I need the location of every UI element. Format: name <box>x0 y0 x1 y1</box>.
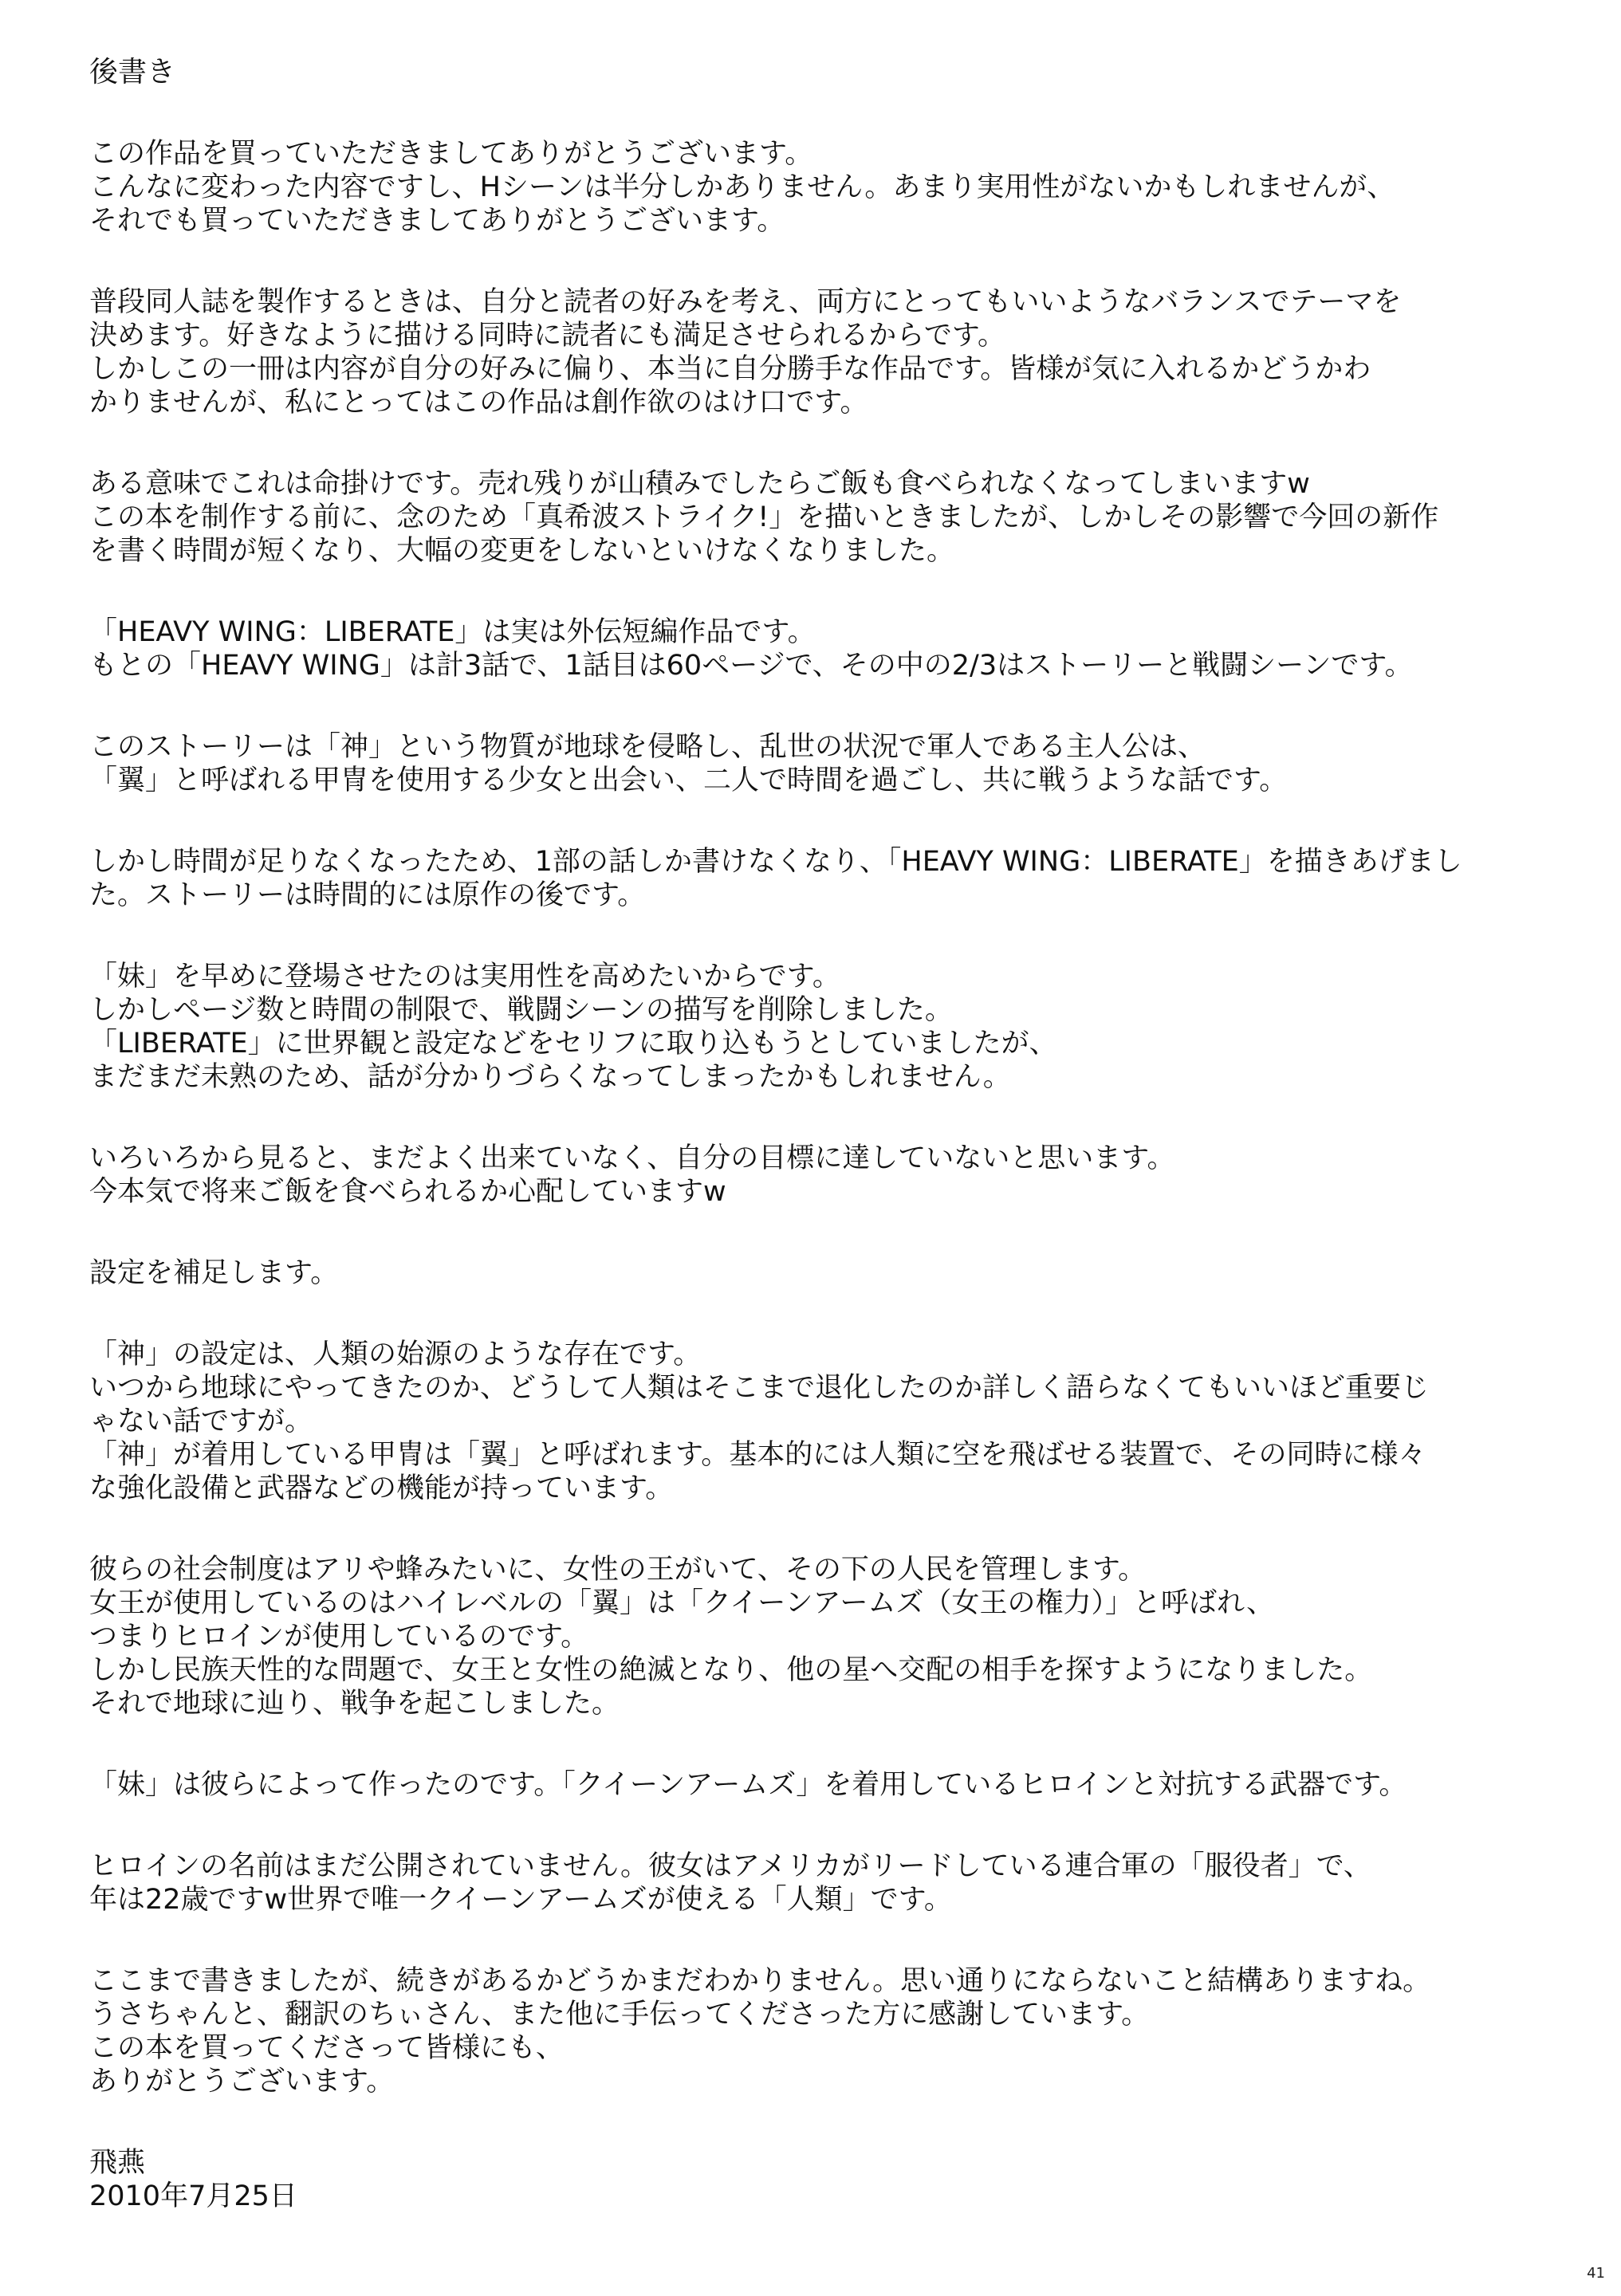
text-line: 普段同人誌を製作するときは、自分と読者の好みを考え、両方にとってもいいようなバランスでテーマを <box>89 286 1402 318</box>
text-line: うさちゃんと、翻訳のちぃさん、また他に手伝ってくださった方に感謝しています。 <box>89 1999 1150 2031</box>
signature <box>89 2146 1572 2213</box>
text-line: 設定を補足します。 <box>89 1257 339 1289</box>
text-line: ある意味でこれは命掛けです。売れ残りが山積みでしたらご飯も食べられなくなってしまいますw <box>89 468 1310 500</box>
text-line: を書く時間が短くなり、大幅の変更をしないといけなくなりました。 <box>89 535 955 567</box>
afterword-text <box>89 56 1572 2213</box>
text-line: 「LIBERATE」に世界観と設定などをセリフに取り込もうとしていましたが、 <box>89 1028 1057 1060</box>
text-line: た。ストーリーは時間的には原作の後です。 <box>89 879 646 911</box>
paragraph <box>89 1850 1572 1917</box>
text-line: 「妹」を早めに登場させたのは実用性を高めたいからです。 <box>89 961 840 993</box>
text-line: 決めます。好きなように描ける同時に読者にも満足させられるからです。 <box>89 320 1006 352</box>
text-line: ここまで書きましたが、続きがあるかどうかまだわかりません。思い通りにならないこと結構ありますね。 <box>89 1965 1431 1997</box>
text-line: しかし時間が足りなくなったため、1部の話しか書けなくなり、「HEAVY WING：LIBERATE」を描きあげまし <box>89 846 1462 878</box>
text-line: 「神」の設定は、人類の始源のような存在です。 <box>89 1339 702 1370</box>
text-line: いつから地球にやってきたのか、どうして人類はそこまで退化したのか詳しく語らなくてもいいほど重要じ <box>89 1372 1430 1404</box>
paragraph-gap <box>89 1505 1572 1553</box>
paragraph-gap <box>89 682 1572 730</box>
paragraph <box>89 1964 1572 2098</box>
paragraph-gap <box>89 2098 1572 2146</box>
text-line: ヒロインの名前はまだ公開されていません。彼女はアメリカがリードしている連合軍の「服役者」で、 <box>89 1850 1371 1882</box>
text-line: 今本気で将来ご飯を食べられるか心配していますw <box>89 1176 726 1208</box>
paragraph <box>89 615 1572 682</box>
paragraph-gap <box>89 912 1572 960</box>
text-line: ありがとうございます。 <box>89 2066 395 2097</box>
paragraph-gap <box>89 1290 1572 1338</box>
paragraph <box>89 1256 1572 1290</box>
text-line: 彼らの社会制度はアリや蜂みたいに、女性の王がいて、その下の人民を管理します。 <box>89 1554 1147 1586</box>
text-line: もとの「HEAVY WING」は計3話で、1話目は60ページで、その中の2/3はストーリーと戦闘シーンです。 <box>89 650 1413 682</box>
text-line: いろいろから見ると、まだよく出来ていなく、自分の目標に達していないと思います。 <box>89 1142 1175 1174</box>
text-line: しかしページ数と時間の制限で、戦闘シーンの描写を削除しました。 <box>89 994 953 1026</box>
text-line: まだまだ未熟のため、話が分かりづらくなってしまったかもしれません。 <box>89 1061 1011 1093</box>
paragraph-gap <box>89 568 1572 615</box>
paragraph-gap <box>89 419 1572 467</box>
text-line: 「HEAVY WING：LIBERATE」は実は外伝短編作品です。 <box>89 616 816 648</box>
text-line: しかし民族天性的な問題で、女王と女性の絶滅となり、他の星へ交配の相手を探すようになりました。 <box>89 1654 1373 1686</box>
afterword-paragraphs <box>89 137 1572 2146</box>
paragraph-gap <box>89 238 1572 285</box>
text-line: このストーリーは「神」という物質が地球を侵略し、乱世の状況で軍人である主人公は、 <box>89 731 1206 763</box>
text-line: 「神」が着用している甲冑は「翼」と呼ばれます。基本的には人類に空を飛ばせる装置で、その同時に様々 <box>89 1439 1426 1471</box>
text-line: 年は22歳ですw世界で唯一クイーンアームズが使える「人類」です。 <box>89 1884 952 1916</box>
paragraph <box>89 960 1572 1094</box>
paragraph <box>89 285 1572 419</box>
paragraph-gap <box>89 1720 1572 1768</box>
paragraph-gap <box>89 1917 1572 1964</box>
text-line: しかしこの一冊は内容が自分の好みに偏り、本当に自分勝手な作品です。皆様が気に入れるかどうかわ <box>89 353 1371 385</box>
signature-date: 2010年7月25日 <box>89 2180 297 2212</box>
text-line: 女王が使用しているのはハイレベルの「翼」は「クイーンアームズ（女王の権力）」と呼ばれ、 <box>89 1587 1275 1619</box>
text-line: こんなに変わった内容ですし、Hシーンは半分しかありません。あまり実用性がないかもしれませんが、 <box>89 171 1395 203</box>
paragraph <box>89 1553 1572 1720</box>
text-line: 「妹」は彼らによって作ったのです。「クイーンアームズ」を着用しているヒロインと対抗する武器です。 <box>89 1769 1407 1801</box>
author-name: 飛燕 <box>89 2147 146 2179</box>
text-line: この本を制作する前に、念のため「真希波ストライク!」を描いときましたが、しかしその影響で今回の新作 <box>89 501 1439 533</box>
paragraph-gap <box>89 1094 1572 1142</box>
text-line: それでも買っていただきましてありがとうございます。 <box>89 205 785 237</box>
paragraph <box>89 1142 1572 1209</box>
paragraph-gap <box>89 797 1572 845</box>
text-line: この作品を買っていただきましてありがとうございます。 <box>89 138 813 170</box>
afterword-heading: 後書き <box>89 56 176 88</box>
text-line: 「翼」と呼ばれる甲冑を使用する少女と出会い、二人で時間を過ごし、共に戦うような話です。 <box>89 765 1288 796</box>
paragraph <box>89 1768 1572 1802</box>
page-number: 41 <box>1587 2265 1605 2282</box>
text-line: ゃない話ですが。 <box>89 1406 313 1437</box>
paragraph <box>89 845 1572 912</box>
text-line: な強化設備と武器などの機能が持っています。 <box>89 1472 674 1504</box>
text-line: それで地球に辿り、戦争を起こしました。 <box>89 1688 620 1720</box>
text-line: この本を買ってくださって皆様にも、 <box>89 2032 565 2064</box>
text-line: つまりヒロインが使用しているのです。 <box>89 1621 589 1653</box>
text-line: かりませんが、私にとってはこの作品は創作欲のはけ口です。 <box>89 387 868 419</box>
paragraph-gap <box>89 1209 1572 1256</box>
paragraph <box>89 1338 1572 1505</box>
paragraph <box>89 137 1572 238</box>
paragraph <box>89 467 1572 568</box>
paragraph <box>89 730 1572 797</box>
paragraph-gap <box>89 1802 1572 1850</box>
